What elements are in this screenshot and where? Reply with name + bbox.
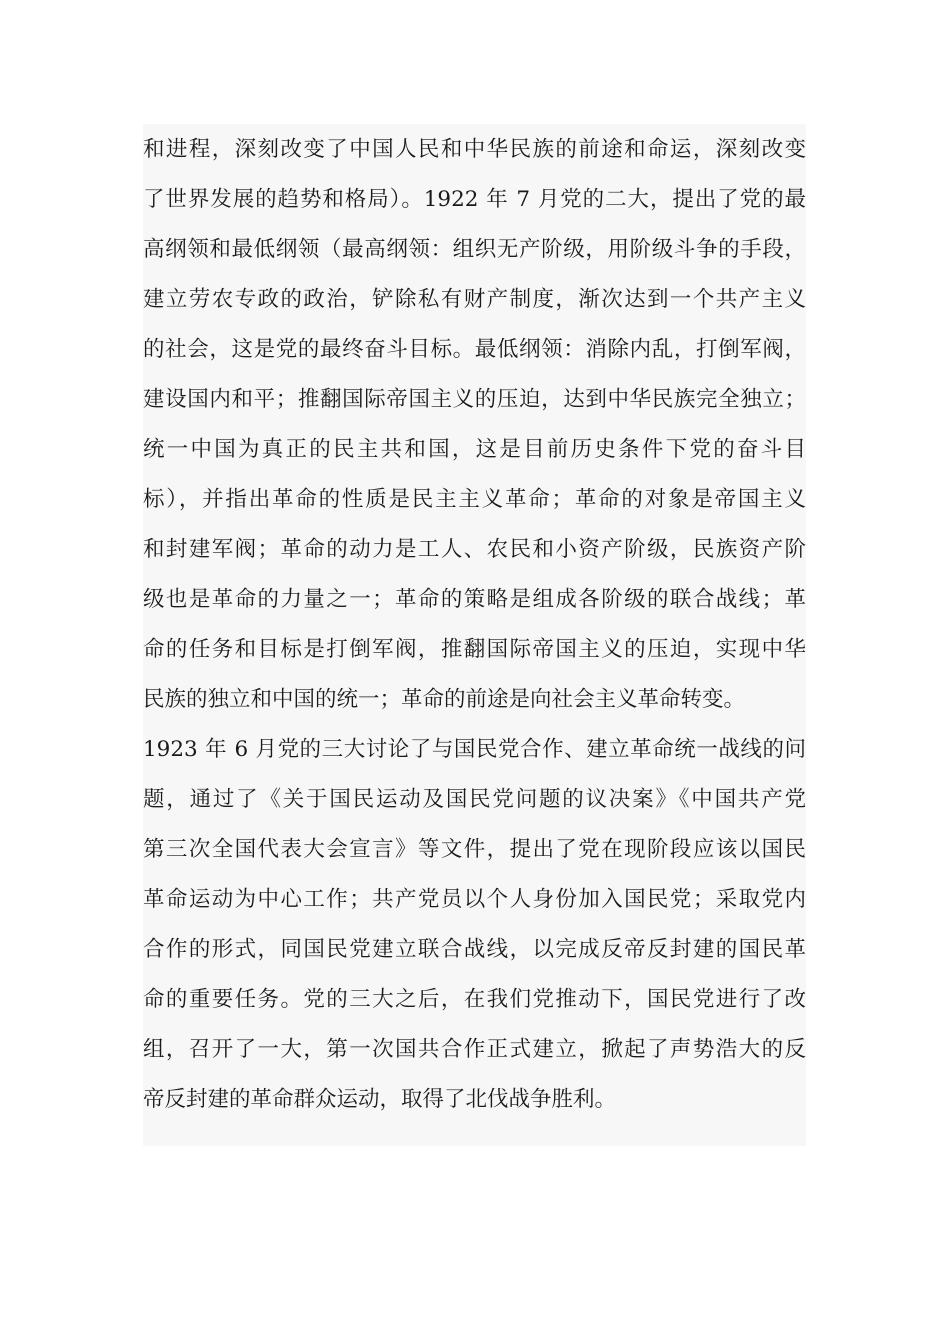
document-text-block [143, 124, 806, 1146]
text-line: 民族的独立和中国的统一；革命的前途是向社会主义革命转变。 [143, 687, 746, 712]
text-line: 革命运动为中心工作；共产党员以个人身份加入国民党；采取党内 [143, 887, 806, 912]
text-line: 高纲领和最低纲领（最高纲领：组织无产阶级，用阶级斗争的手段， [143, 237, 806, 262]
text-line: 建设国内和平；推翻国际帝国主义的压迫，达到中华民族完全独立； [143, 387, 806, 412]
text-line: 题，通过了《关于国民运动及国民党问题的议决案》《中国共产党 [143, 787, 806, 812]
text-line: 统一中国为真正的民主共和国，这是目前历史条件下党的奋斗目 [143, 437, 806, 462]
text-line: 和进程，深刻改变了中国人民和中华民族的前途和命运，深刻改变 [143, 137, 806, 162]
text-line: 命的任务和目标是打倒军阀，推翻国际帝国主义的压迫，实现中华 [143, 637, 806, 662]
text-line: 帝反封建的革命群众运动，取得了北伐战争胜利。 [143, 1087, 617, 1112]
text-line: 级也是革命的力量之一；革命的策略是组成各阶级的联合战线；革 [143, 587, 806, 612]
text-line: 1923 年 6 月党的三大讨论了与国民党合作、建立革命统一战线的问 [143, 737, 806, 762]
text-line: 建立劳农专政的政治，铲除私有财产制度，渐次达到一个共产主义 [143, 287, 806, 312]
text-line: 组，召开了一大，第一次国共合作正式建立，掀起了声势浩大的反 [143, 1037, 806, 1062]
text-line: 合作的形式，同国民党建立联合战线，以完成反帝反封建的国民革 [143, 937, 806, 962]
text-line: 的社会，这是党的最终奋斗目标。最低纲领：消除内乱，打倒军阀， [143, 337, 806, 362]
text-line: 和封建军阀；革命的动力是工人、农民和小资产阶级，民族资产阶 [143, 537, 806, 562]
text-line: 了世界发展的趋势和格局）。1922 年 7 月党的二大，提出了党的最 [143, 187, 806, 212]
text-line: 标），并指出革命的性质是民主主义革命；革命的对象是帝国主义 [143, 487, 806, 512]
text-line: 命的重要任务。党的三大之后，在我们党推动下，国民党进行了改 [143, 987, 806, 1012]
text-line: 第三次全国代表大会宣言》等文件，提出了党在现阶段应该以国民 [143, 837, 806, 862]
